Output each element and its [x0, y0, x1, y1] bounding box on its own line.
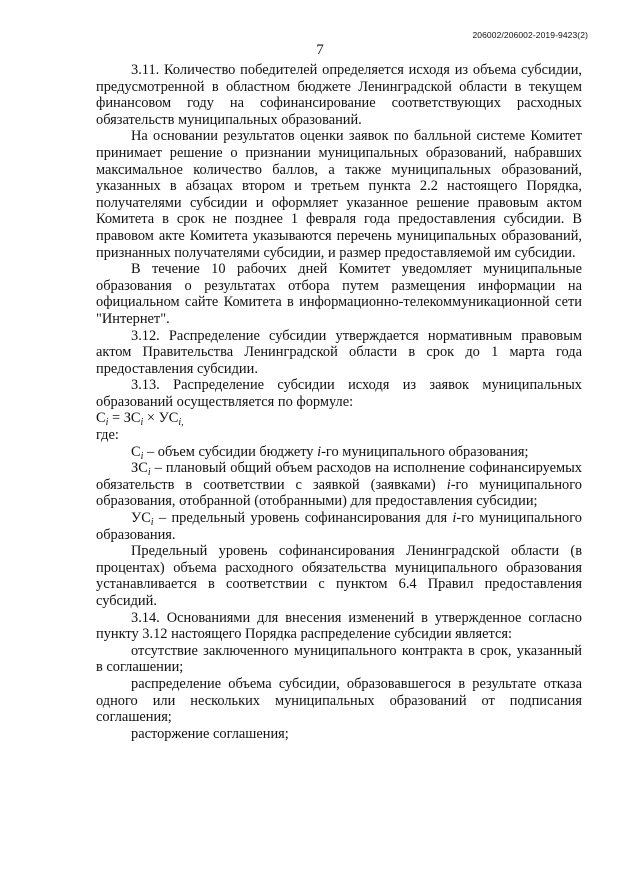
formula-sub-i: i: [105, 417, 109, 429]
where-label: где:: [96, 427, 119, 444]
subsidy-formula: [96, 410, 582, 427]
paragraph-limit: Предельный уровень софинансирования Ленинградской области (в процентах) объема расходного обязательства муниципального образования устанавливается в соответствии с пунктом 6.4 Правил предоставления субсидий.: [96, 543, 582, 609]
basis-item-1: отсутствие заключенного муниципального контракта в срок, указанный в соглашении;: [96, 642, 582, 676]
document-number: 206002/206002-2019-9423(2): [472, 30, 588, 40]
paragraph-3-13: 3.13. Распределение субсидии исходя из заявок муниципальных образований осуществляется по формуле:: [96, 377, 582, 410]
basis-item-2: распределение объема субсидии, образовавшегося в результате отказа одного или нескольких муниципальных образований от подписания соглашения;: [96, 675, 582, 726]
definition-zs: $ЗС_i$ – плановый общий объем расходов на исполнение софинансируемых обязательств в соответствии с заявкой (заявками) i-го муниципального образования, отобранной (отобранными) для предоставления субсидии;: [96, 460, 582, 510]
formula-sub-end: i,: [178, 417, 184, 429]
formula-equals-zs: = ЗС: [108, 410, 141, 427]
formula-times-us: × УС: [143, 410, 179, 427]
basis-item-3: расторжение соглашения;: [131, 725, 289, 742]
formula-sub-i-2: i: [140, 417, 144, 429]
paragraph-3-12: 3.12. Распределение субсидии утверждается нормативным правовым актом Правительства Ленинградской области в срок до 1 марта года предоставления субсидии.: [96, 327, 582, 377]
paragraph-3-11: 3.11. Количество победителей определяется исходя из объема субсидии, предусмотренной в областном бюджете Ленинградской области в текущем финансовом году на софинансирование соответствующих расходных обязательств муниципальных образований.: [96, 62, 582, 128]
document-body: [96, 62, 582, 742]
paragraph-decision: На основании результатов оценки заявок по балльной системе Комитет принимает решение о признании муниципальных образований, набравших максимальное количество баллов, а также муниципальных образований, указанных в абзацах втором и третьем пункта 2.2 настоящего Порядка, получателями субсидии и оформляет указанное решение правовым актом Комитета в срок не позднее 1 февраля года предоставления субсидии. В правовом акте Комитета указываются перечень муниципальных образований, признанных получателями субсидии, и размер предоставляемой им субсидии.: [96, 128, 582, 261]
definition-c: $С_i$ – объем субсидии бюджету i-го муниципального образования;: [131, 443, 529, 462]
page-number: 7: [316, 42, 324, 58]
formula-c: С: [96, 410, 106, 427]
definition-us: $УС_i$ – предельный уровень софинансирования для i-го муниципального образования.: [96, 510, 582, 543]
paragraph-3-14: 3.14. Основаниями для внесения изменений в утвержденное согласно пункту 3.12 настоящего Порядка распределение субсидии является:: [96, 609, 582, 643]
paragraph-notification: В течение 10 рабочих дней Комитет уведомляет муниципальные образования о результатах отбора путем размещения информации на официальном сайте Комитета в информационно-телекоммуникационной сети "Интернет".: [96, 261, 582, 327]
